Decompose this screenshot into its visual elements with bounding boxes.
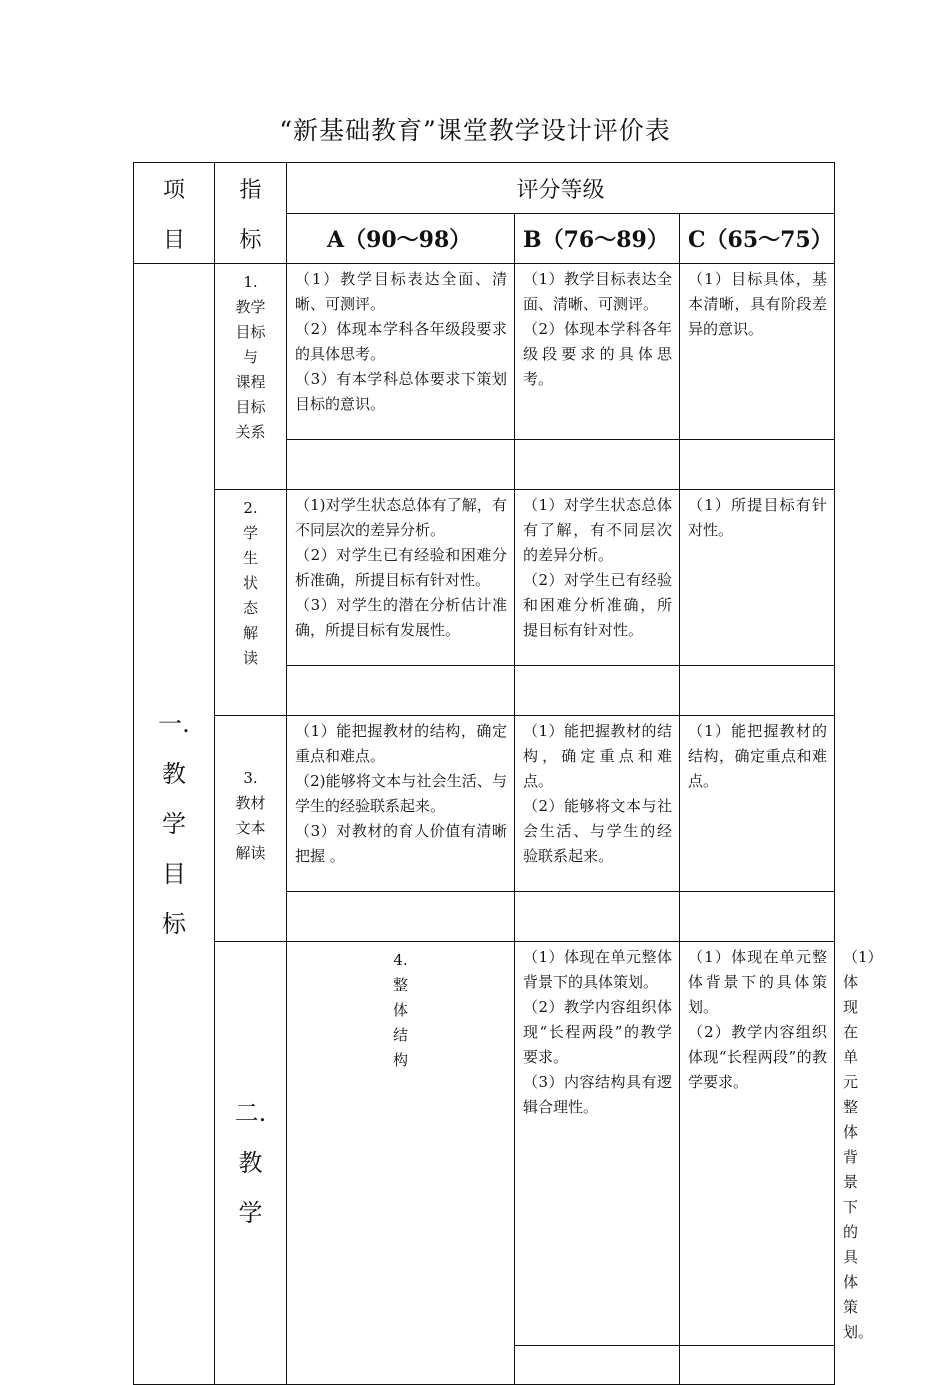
grade-a-header: A（90～98） — [287, 214, 515, 264]
header-item-char-2: 目 — [162, 227, 185, 253]
indicator-4-grade-b — [680, 942, 835, 1346]
indicator-4-line: 整 — [392, 976, 408, 994]
grade-b-header: B（76～89） — [515, 214, 680, 264]
criterion-text: （2）体现本学科各年级段要求的具体思考。 — [295, 320, 507, 363]
indicator-3-cell — [215, 716, 287, 942]
criterion-text: （1）目标具体，基本清晰，具有阶段差异的意识。 — [688, 270, 827, 338]
section-1-cell — [134, 264, 215, 1385]
indicator-2-line: 态 — [242, 599, 258, 617]
grading-header: 评分等级 — [287, 163, 835, 214]
criterion-text: （1）能把握教材的结构，确定重点和难点。 — [295, 722, 507, 765]
section-1-char: 一. — [158, 710, 190, 738]
indicator-3-line: 教材 — [235, 794, 266, 812]
indicator-2-grade-a — [287, 490, 515, 666]
criterion-text: （1）能把握教材的结构，确定重点和难点。 — [688, 722, 827, 790]
grade-c-header: C（65～75） — [680, 214, 835, 264]
indicator-2-line: 生 — [242, 549, 258, 567]
indicator-3-line: 文本 — [235, 819, 266, 837]
indicator-1-line: 1. — [243, 273, 258, 291]
indicator-4-line: 4. — [393, 951, 408, 969]
criterion-text: （2）教学内容组织体现“长程两段”的教学要求。 — [523, 998, 672, 1066]
section-2-char: 学 — [238, 1199, 263, 1227]
indicator-4-score-a — [515, 1346, 680, 1385]
criterion-text: （1）体现在单元整体背景下的具体策划。 — [523, 948, 672, 991]
indicator-4-grade-a — [515, 942, 680, 1346]
indicator-2-score-c — [680, 666, 835, 716]
section-2-char: 二. — [234, 1099, 267, 1127]
criterion-text: （1）能把握教材的结构，确定重点和难点。 — [523, 722, 672, 790]
criterion-text: （3）有本学科总体要求下策划目标的意识。 — [295, 370, 507, 413]
indicator-4-line: 构 — [392, 1051, 408, 1069]
section-2-cell — [215, 942, 287, 1385]
indicator-1-line: 关系 — [235, 423, 266, 441]
section-1-char: 目 — [162, 860, 186, 888]
indicator-4-score-b — [680, 1346, 835, 1385]
criterion-text: （1）对学生状态总体有了解，有不同层次的差异分析。 — [523, 496, 672, 564]
indicator-2-line: 解 — [242, 624, 258, 642]
indicator-3-grade-a — [287, 716, 515, 892]
page-title: “新基础教育”课堂教学设计评价表 — [279, 116, 671, 145]
indicator-1-cell — [215, 264, 287, 490]
criterion-text: （3）对教材的育人价值有清晰把握 。 — [295, 822, 507, 865]
criterion-text: （2）体现本学科各年级段要求的具体思考。 — [523, 320, 672, 388]
indicator-1-line: 教学 — [235, 298, 266, 316]
indicator-2-grade-b — [515, 490, 680, 666]
criterion-text: （2）对学生已有经验和困难分析准确，所提目标有针对性。 — [295, 546, 507, 589]
indicator-3-grade-c — [680, 716, 835, 892]
criterion-text: （3）对学生的潜在分析估计准确，所提目标有发展性。 — [295, 596, 507, 639]
indicator-1-score-c — [680, 440, 835, 490]
indicator-3-grade-b — [515, 716, 680, 892]
indicator-2-score-a — [287, 666, 515, 716]
indicator-3-score-b — [515, 892, 680, 942]
indicator-2-line: 学 — [242, 524, 258, 542]
indicator-1-grade-c — [680, 264, 835, 440]
indicator-1-line: 目标 — [235, 323, 266, 341]
indicator-3-line: 解读 — [235, 844, 266, 862]
evaluation-table: 项 目 指 标 评分等级 A（90～98） B（76～89） C（65～75） 一. 教 学 目 标 1. 教学 目标 与 课程 目标 关系 （1）教学目标表达全面、清晰、可测评。 （2）体现本学科各年级段要求的具体思考。 （3）有本学科总体要求下策划目标的意识。 （1）教学目标表达全面、清晰、可测评。 （2）体现本学科各年级段要求的具体思考。 （1）目标具体，基本清晰，具有阶段差异的意识。 2. 学 生 状 态 解 读 （1)对学生状态总体有了解，有不同层次的差异分析。 （2）对学生已有经验和困难分析准确，所提目标有针对性。 （3）对学生的潜在分析估计准确，所提目标有发展性。 （1）对学生状态总体有了解，有不同层次的差异分析。 （2）对学生已有经验和困难分析准确，所提目标有针对性。 （1）所提目标有针对性。 3. 教材 文本 解读 （1）能把握教材的结构，确定重点和难点。 （2)能够将文本与社会生活、与学生的经验联系起来。 （3）对教材的育人价值有清晰把握 。 （1）能把握教材的结构，确定重点和难点。 （2）能够将文本与社会生活、与学生的经验联系起来。 （1）能把握教材的结构，确定重点和难点。 二. 教 学 4. 整 体 结 构 （1）体现在单元整体背景下的具体策划。 （2）教学内容组织体现“长程两段”的教学要求。 （3）内容结构具有逻辑合理性。 （1）体现在单元整体背景下的具体策划。 （2）教学内容组织体现“长程两段”的教学要求。 （1）体现在单元整体背景下的具体策划。 — [133, 162, 835, 1385]
indicator-2-cell — [215, 490, 287, 716]
criterion-text: （2）教学内容组织体现“长程两段”的教学要求。 — [688, 1023, 827, 1091]
criterion-text: （2)能够将文本与社会生活、与学生的经验联系起来。 — [295, 772, 507, 815]
section-2-char: 教 — [238, 1149, 263, 1177]
indicator-1-grade-b — [515, 264, 680, 440]
criterion-text: （2）对学生已有经验和困难分析准确，所提目标有针对性。 — [523, 571, 672, 639]
indicator-4-cell — [287, 942, 515, 1385]
indicator-2-line: 状 — [242, 574, 258, 592]
header-indicator-char-1: 指 — [239, 177, 262, 203]
criterion-text: （2）能够将文本与社会生活、与学生的经验联系起来。 — [523, 797, 672, 865]
criterion-text: （3）内容结构具有逻辑合理性。 — [523, 1073, 672, 1116]
indicator-3-score-c — [680, 892, 835, 942]
criterion-text: （1）所提目标有针对性。 — [688, 496, 827, 539]
criterion-text: （1）教学目标表达全面、清晰、可测评。 — [295, 270, 507, 313]
indicator-1-grade-a — [287, 264, 515, 440]
criterion-text: （1)对学生状态总体有了解，有不同层次的差异分析。 — [295, 496, 507, 539]
indicator-1-score-a — [287, 440, 515, 490]
section-1-char: 教 — [162, 760, 186, 788]
indicator-1-line: 与 — [242, 348, 258, 366]
section-1-char: 学 — [162, 810, 186, 838]
header-item-cell — [134, 163, 215, 264]
header-item-char-1: 项 — [162, 177, 185, 203]
header-indicator-cell — [215, 163, 287, 264]
indicator-4-line: 结 — [392, 1026, 408, 1044]
indicator-3-line: 3. — [243, 769, 258, 787]
indicator-2-line: 2. — [243, 499, 258, 517]
indicator-1-line: 课程 — [235, 373, 266, 391]
criterion-text: （1）体现在单元整体背景下的具体策划。 — [688, 948, 827, 1016]
indicator-1-line: 目标 — [235, 398, 266, 416]
indicator-4-line: 体 — [392, 1001, 408, 1019]
indicator-2-grade-c — [680, 490, 835, 666]
indicator-2-score-b — [515, 666, 680, 716]
indicator-2-line: 读 — [242, 649, 258, 667]
indicator-3-score-a — [287, 892, 515, 942]
indicator-1-score-b — [515, 440, 680, 490]
criterion-text: （1）教学目标表达全面、清晰、可测评。 — [523, 270, 672, 313]
section-1-char: 标 — [162, 910, 186, 938]
header-indicator-char-2: 标 — [239, 227, 262, 253]
